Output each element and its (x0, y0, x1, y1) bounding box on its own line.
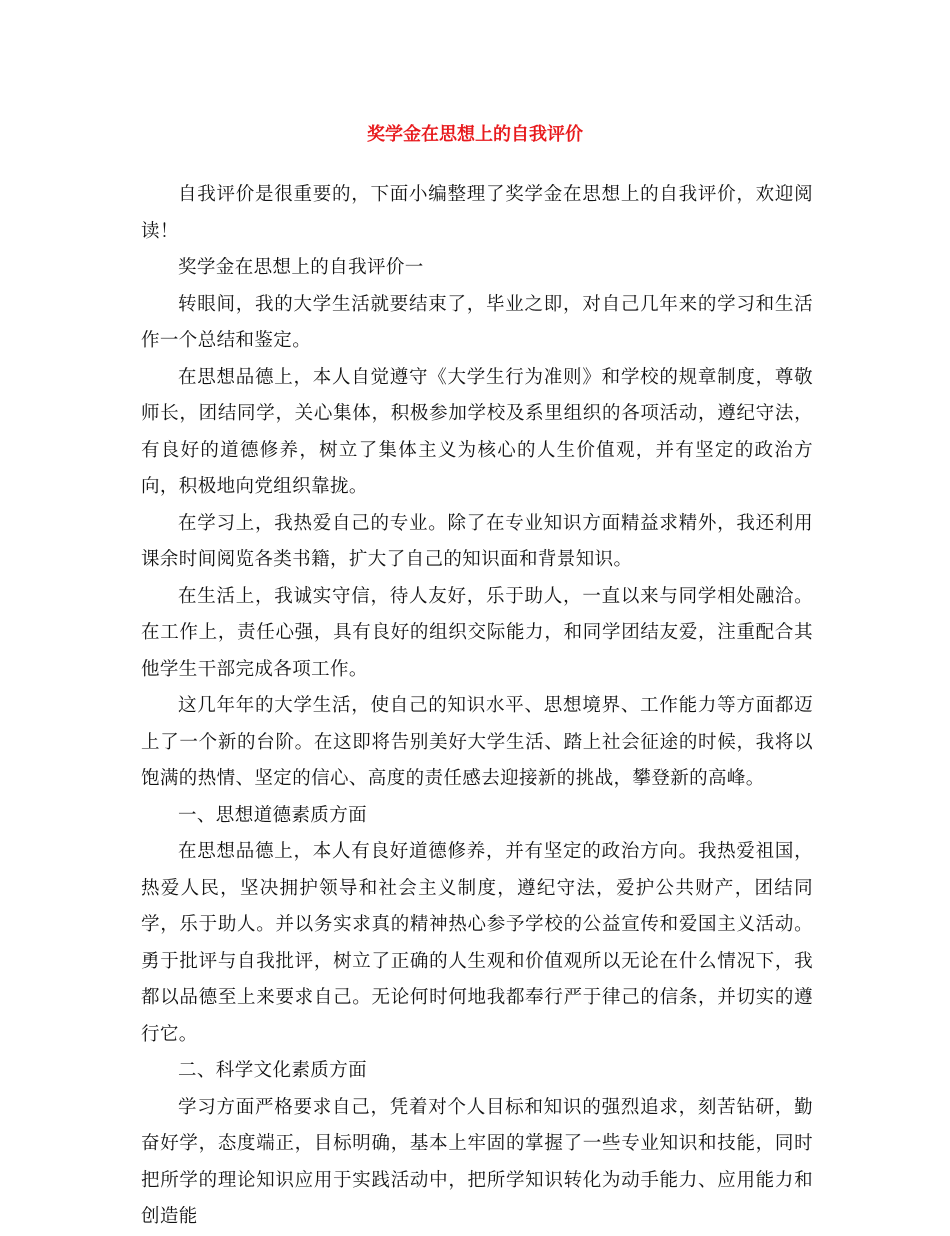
paragraph: 在思想品德上，本人有良好道德修养，并有坚定的政治方向。我热爱祖国，热爱人民，坚决拥护领导和社会主义制度，遵纪守法，爱护公共财产，团结同学，乐于助人。并以务实求真的精神热心参予学校的公益宣传和爱国主义活动。 勇于批评与自我批评，树立了正确的人生观和价值观所以无论在什么情况下，我都以品德至上来要求自己。无论何时何地我都奉行严于律己的信条，并切实的遵行它。 (141, 841, 813, 1045)
paragraph: 这几年年的大学生活，使自己的知识水平、思想境界、工作能力等方面都迈上了一个新的台阶。在这即将告别美好大学生活、踏上社会征途的时候，我将以饱满的热情、坚定的信心、高度的责任感去迎接新的挑战，攀登新的高峰。 (141, 695, 813, 789)
paragraph: 转眼间，我的大学生活就要结束了，毕业之即，对自己几年来的学习和生活作一个总结和鉴定。 (141, 293, 813, 351)
section-heading-moral: 一、思想道德素质方面 (178, 804, 368, 826)
section-heading-part-one: 奖学金在思想上的自我评价一 (178, 257, 424, 278)
paragraph: 在生活上，我诚实守信，待人友好，乐于助人，一直以来与同学相处融洽。在工作上，责任心强，具有良好的组织交际能力，和同学团结友爱，注重配合其他学生干部完成各项工作。 (141, 585, 813, 680)
paragraph-intro: 自我评价是很重要的，下面小编整理了奖学金在思想上的自我评价，欢迎阅读！ (141, 184, 813, 242)
paragraph: 学习方面严格要求自己，凭着对个人目标和知识的强烈追求，刻苦钻研，勤奋好学，态度端正，目标明确，基本上牢固的掌握了一些专业知识和技能，同时把所学的理论知识应用于实践活动中，把所学知识转化为动手能力、应用能力和创造能 (141, 1096, 813, 1227)
paragraph: 在学习上，我热爱自己的专业。除了在专业知识方面精益求精外，我还利用课余时间阅览各类书籍，扩大了自己的知识面和背景知识。 (141, 512, 813, 570)
document-body (141, 177, 813, 1236)
section-heading-science: 二、科学文化素质方面 (178, 1060, 368, 1081)
paragraph: 在思想品德上，本人自觉遵守《大学生行为准则》和学校的规章制度，尊敬师长，团结同学，关心集体，积极参加学校及系里组织的各项活动，遵纪守法，有良好的道德修养，树立了集体主义为核心的人生价值观，并有坚定的政治方向，积极地向党组织靠拢。 (141, 366, 813, 497)
document-title: 奖学金在思想上的自我评价 (367, 124, 583, 145)
